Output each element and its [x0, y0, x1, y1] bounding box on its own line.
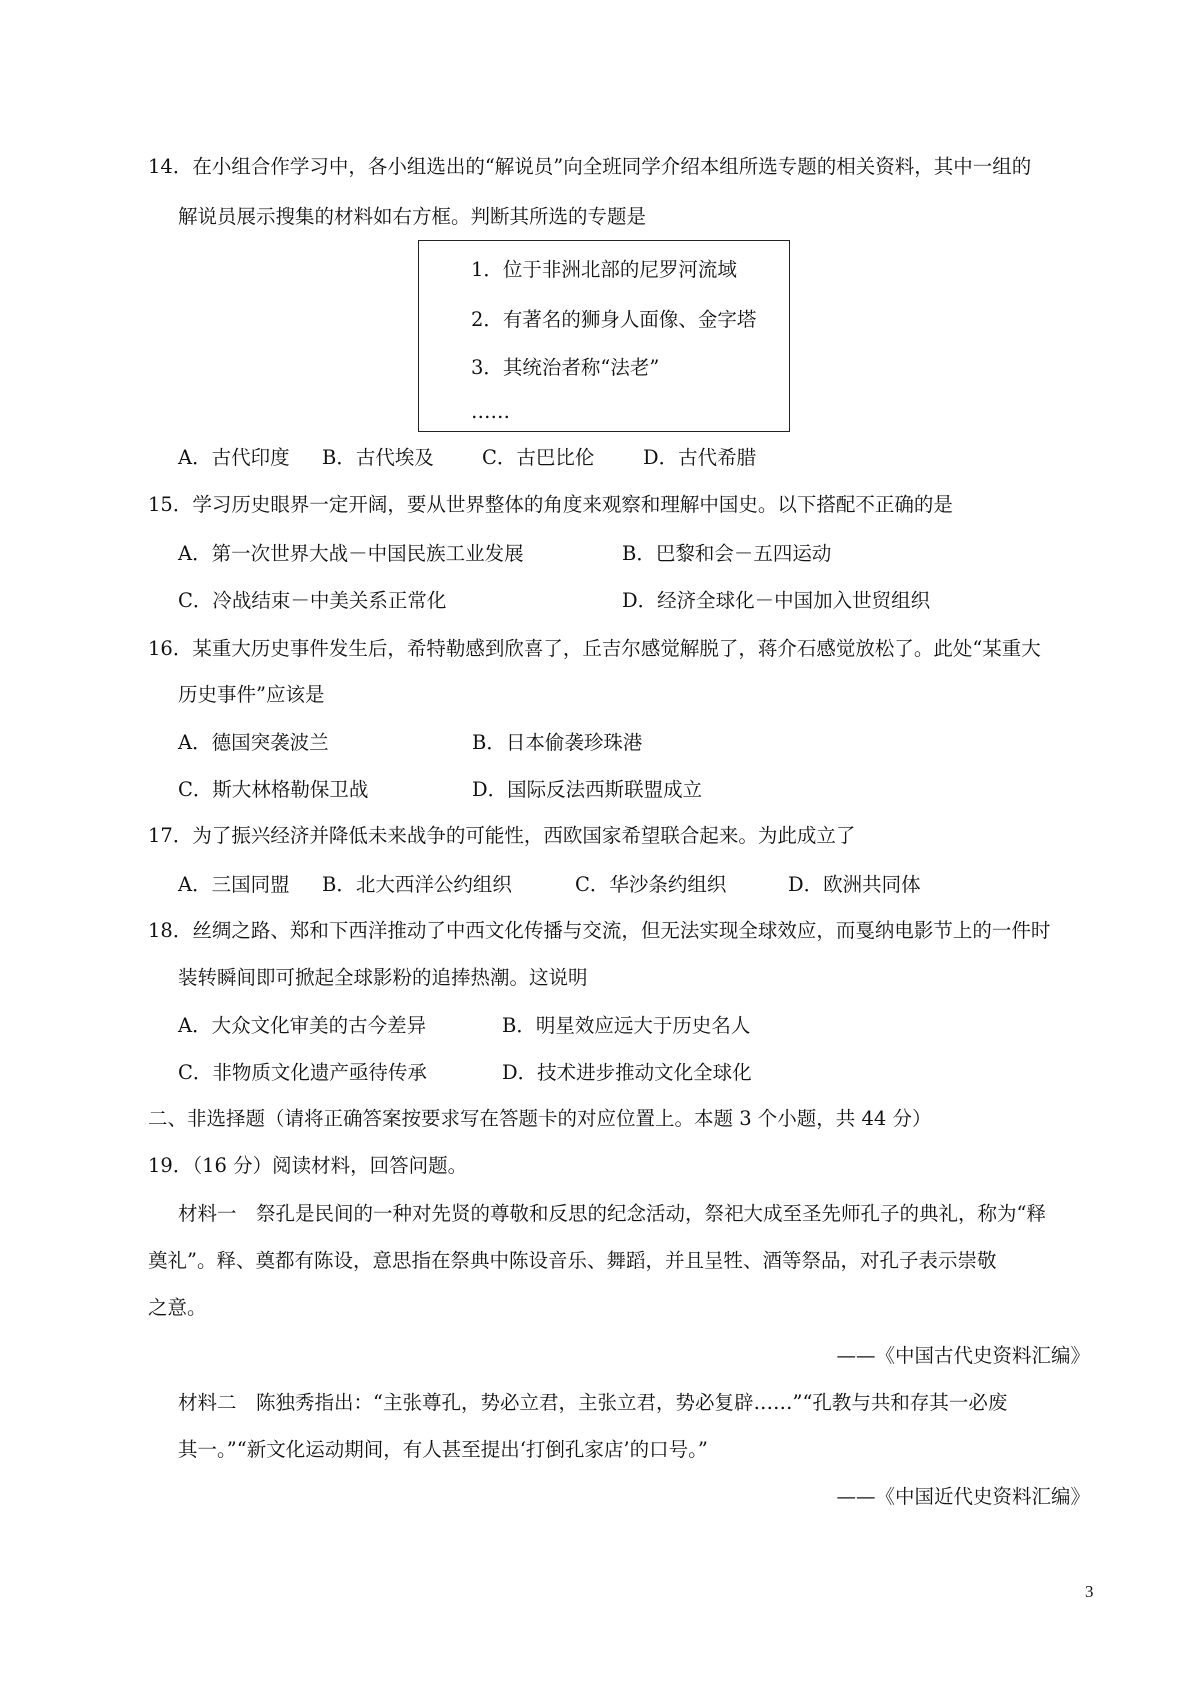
q18-option-b: B．明星效应远大于历史名人 — [502, 1014, 751, 1037]
q14-option-b: B．古代埃及 — [322, 446, 434, 469]
question-16-line-1: 16．某重大历史事件发生后，希特勒感到欣喜了，丘吉尔感觉解脱了，蒋介石感觉放松了。此处“某重大 — [148, 637, 1041, 660]
material-1-line-2: 奠礼”。释、奠都有陈设，意思指在祭典中陈设音乐、舞蹈，并且呈牲、酒等祭品，对孔子表示崇敬 — [148, 1249, 997, 1272]
q16-option-d: D．国际反法西斯联盟成立 — [472, 778, 703, 801]
material-1-line-3: 之意。 — [148, 1296, 207, 1319]
material-1-source: ——《中国古代史资料汇编》 — [836, 1344, 1090, 1367]
question-14-line-2: 解说员展示搜集的材料如右方框。判断其所选的专题是 — [178, 205, 647, 228]
section-2-heading: 二、非选择题（请将正确答案按要求写在答题卡的对应位置上。本题 3 个小题，共 44 分） — [148, 1107, 932, 1130]
q15-option-b: B．巴黎和会－五四运动 — [622, 542, 832, 565]
q15-option-d: D．经济全球化－中国加入世贸组织 — [622, 589, 931, 612]
question-14-line-1: 14．在小组合作学习中，各小组选出的“解说员”向全班同学介绍本组所选专题的相关资料，其中一组的 — [148, 155, 1032, 178]
q14-option-a: A．古代印度 — [178, 446, 290, 469]
q14-option-d: D．古代希腊 — [643, 446, 757, 469]
page-number: 3 — [1085, 1582, 1094, 1601]
q17-option-c: C．华沙条约组织 — [575, 873, 727, 896]
material-2-line-1: 材料二 陈独秀指出：“主张尊孔，势必立君，主张立君，势必复辟……”“孔教与共和存其一必废 — [178, 1391, 1008, 1414]
q14-option-c: C．古巴比伦 — [482, 446, 595, 469]
question-16-line-2: 历史事件”应该是 — [178, 683, 325, 706]
material-1-line-1: 材料一 祭孔是民间的一种对先贤的尊敬和反思的纪念活动，祭祀大成至圣先师孔子的典礼，称为“释 — [178, 1202, 1046, 1225]
q18-option-d: D．技术进步推动文化全球化 — [502, 1061, 752, 1084]
question-18-line-2: 装转瞬间即可掀起全球影粉的追捧热潮。这说明 — [178, 966, 588, 989]
q17-option-a: A．三国同盟 — [178, 873, 290, 896]
q18-option-a: A．大众文化审美的古今差异 — [178, 1014, 427, 1037]
q16-option-a: A．德国突袭波兰 — [178, 731, 329, 754]
question-17-line-1: 17．为了振兴经济并降低未来战争的可能性，西欧国家希望联合起来。为此成立了 — [148, 824, 856, 847]
q17-option-b: B．北大西洋公约组织 — [322, 873, 512, 896]
q16-option-b: B．日本偷袭珍珠港 — [472, 731, 643, 754]
box-item-ellipsis: …… — [471, 400, 510, 423]
question-15-line-1: 15．学习历史眼界一定开阔，要从世界整体的角度来观察和理解中国史。以下搭配不正确的是 — [148, 493, 953, 516]
material-2-line-2: 其一。”“新文化运动期间，有人甚至提出‘打倒孔家店’的口号。” — [178, 1438, 708, 1461]
q15-option-a: A．第一次世界大战－中国民族工业发展 — [178, 542, 524, 565]
question-18-line-1: 18．丝绸之路、郑和下西洋推动了中西文化传播与交流，但无法实现全球效应，而戛纳电影节上的一件时 — [148, 919, 1051, 942]
box-item-2: 2．有著名的狮身人面像、金字塔 — [471, 308, 757, 331]
material-box — [418, 240, 790, 432]
q16-option-c: C．斯大林格勒保卫战 — [178, 778, 369, 801]
material-2-source: ——《中国近代史资料汇编》 — [836, 1485, 1090, 1508]
box-item-3: 3．其统治者称“法老” — [471, 356, 660, 379]
question-19-line-1: 19．（16 分）阅读材料，回答问题。 — [148, 1154, 468, 1177]
box-item-1: 1．位于非洲北部的尼罗河流域 — [471, 258, 737, 281]
q15-option-c: C．冷战结束－中美关系正常化 — [178, 589, 447, 612]
q18-option-c: C．非物质文化遗产亟待传承 — [178, 1061, 427, 1084]
q17-option-d: D．欧洲共同体 — [788, 873, 921, 896]
